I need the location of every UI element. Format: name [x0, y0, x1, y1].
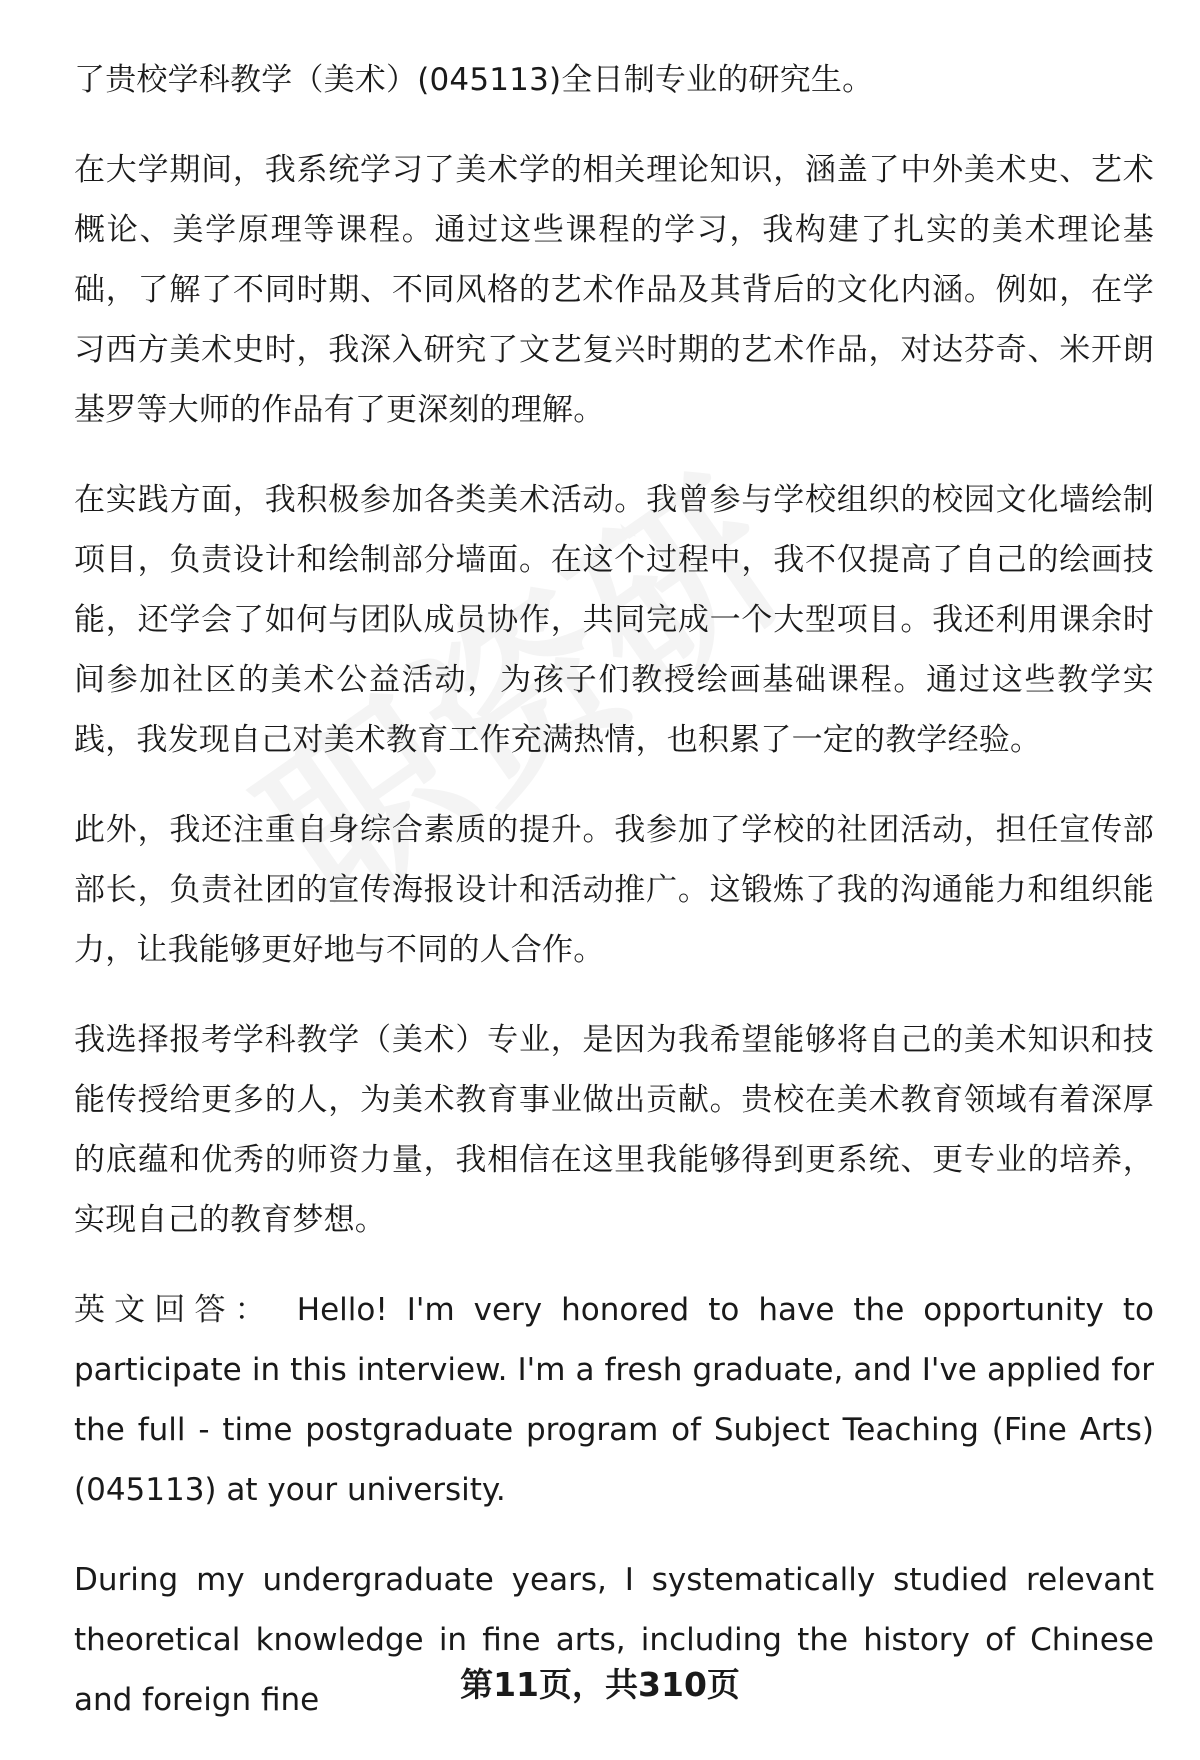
paragraph-motivation: 我选择报考学科教学（美术）专业，是因为我希望能够将自己的美术知识和技能传授给更多的人，为美术教育事业做出贡献。贵校在美术教育领域有着深厚的底蕴和优秀的师资力量，我相信在这里我能够得到更系统、更专业的培养，实现自己的教育梦想。 — [74, 1022, 1154, 1238]
paragraph-english-answer — [74, 1280, 1154, 1520]
document-body — [74, 50, 1154, 1760]
page-number-footer: 第11页，共310页 — [460, 1665, 740, 1704]
english-answer-label: 英文回答： — [74, 1292, 275, 1328]
paragraph-theory-study: 在大学期间，我系统学习了美术学的相关理论知识，涵盖了中外美术史、艺术概论、美学原理等课程。通过这些课程的学习，我构建了扎实的美术理论基础，了解了不同时期、不同风格的艺术作品及其背后的文化内涵。例如，在学习西方美术史时，我深入研究了文艺复兴时期的艺术作品，对达芬奇、米开朗基罗等大师的作品有了更深刻的理解。 — [74, 152, 1154, 428]
paragraph-personal-quality: 此外，我还注重自身综合素质的提升。我参加了学校的社团活动，担任宣传部部长，负责社团的宣传海报设计和活动推广。这锻炼了我的沟通能力和组织能力，让我能够更好地与不同的人合作。 — [74, 812, 1154, 968]
paragraph-english-undergraduate: During my undergraduate years, I systematically studied relevant theoretical knowledge in fine arts, including the history of Chinese and foreign fine — [74, 1562, 1154, 1718]
paragraph-intro-continued: 了贵校学科教学（美术）(045113)全日制专业的研究生。 — [74, 62, 874, 98]
paragraph-practice: 在实践方面，我积极参加各类美术活动。我曾参与学校组织的校园文化墙绘制项目，负责设计和绘制部分墙面。在这个过程中，我不仅提高了自己的绘画技能，还学会了如何与团队成员协作，共同完成一个大型项目。我还利用课余时间参加社区的美术公益活动，为孩子们教授绘画基础课程。通过这些教学实践，我发现自己对美术教育工作充满热情，也积累了一定的教学经验。 — [74, 482, 1154, 758]
english-answer-text: Hello! I'm very honored to have the opportunity to participate in this interview. I'm a fresh graduate, and I've applied for the full - time postgraduate program of Subject Teaching (Fine Arts) (045113) at your university. — [74, 1292, 1154, 1508]
